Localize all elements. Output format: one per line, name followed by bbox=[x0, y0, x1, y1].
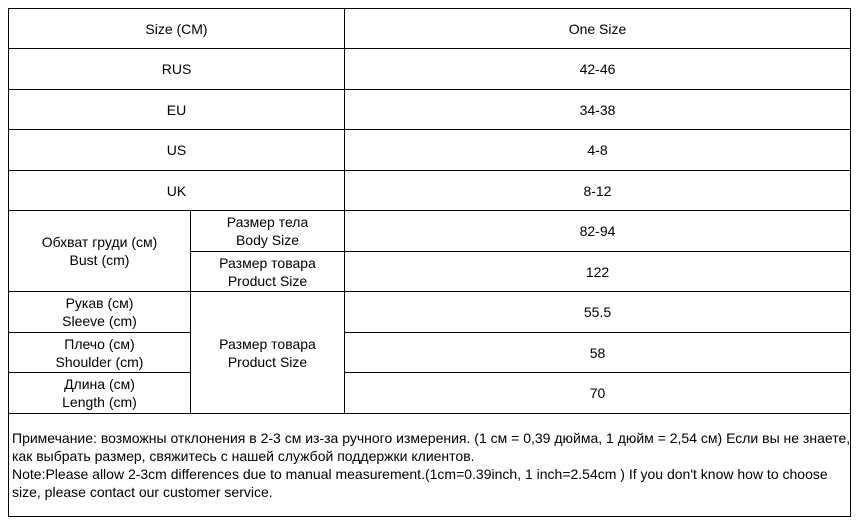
shoulder-label-ru: Плечо (см) bbox=[64, 335, 135, 352]
header-one-size: One Size bbox=[568, 20, 627, 37]
length-value: 70 bbox=[589, 385, 606, 401]
row-label-uk: UK bbox=[166, 182, 187, 199]
row-label-eu: EU bbox=[166, 101, 187, 118]
sleeve-label bbox=[9, 292, 190, 332]
shoulder-label-en: Shoulder (cm) bbox=[55, 353, 144, 370]
bust-label-en: Bust (cm) bbox=[69, 252, 130, 268]
bust-label bbox=[9, 211, 190, 291]
bust-label-ru: Обхват груди (см) bbox=[41, 234, 158, 250]
product-group-label-ru: Размер товара bbox=[219, 335, 316, 352]
body-size-label bbox=[191, 211, 344, 251]
row-label-rus: RUS bbox=[161, 61, 192, 77]
row-label-us: US bbox=[166, 142, 187, 158]
product-size-label bbox=[191, 252, 344, 291]
row-value-uk: 8-12 bbox=[583, 182, 612, 199]
sleeve-label-en: Sleeve (cm) bbox=[62, 313, 137, 329]
product-size-label-ru: Размер товара bbox=[219, 254, 316, 271]
length-label-en: Length (cm) bbox=[62, 394, 137, 410]
note-ru: Примечание: возможны отклонения в 2-3 см из-за ручного измерения. (1 см = 0,39 дюйма, 1 дюйм = 2,54 см) Если вы не знаете, как выбрать размер, свяжитесь с нашей службой поддержки клиентов. bbox=[12, 430, 851, 464]
length-label bbox=[9, 373, 190, 413]
body-size-label-en: Body Size bbox=[235, 232, 300, 248]
body-size-label-ru: Размер тела bbox=[226, 214, 309, 230]
row-value-us: 4-8 bbox=[587, 142, 608, 158]
sleeve-label-ru: Рукав (см) bbox=[65, 295, 134, 311]
shoulder-label bbox=[9, 333, 190, 372]
bust-body-size-value: 82-94 bbox=[579, 223, 616, 239]
sleeve-value: 55.5 bbox=[583, 304, 612, 320]
row-value-eu: 34-38 bbox=[579, 101, 616, 118]
product-group-label-en: Product Size bbox=[227, 353, 308, 370]
measurement-note bbox=[12, 429, 852, 501]
header-size-label: Size (CM) bbox=[145, 20, 208, 37]
row-value-rus: 42-46 bbox=[579, 61, 616, 77]
shoulder-value: 58 bbox=[589, 344, 606, 361]
bust-product-size-value: 122 bbox=[585, 263, 610, 280]
note-en: Note:Please allow 2-3cm differences due to manual measurement.(1cm=0.39inch, 1 inch=2.54cm ) If you don't know how to choose size, please contact our customer service. bbox=[12, 466, 828, 500]
product-size-label-en: Product Size bbox=[227, 272, 308, 289]
product-group-label bbox=[191, 292, 344, 413]
length-label-ru: Длина (см) bbox=[64, 376, 135, 392]
